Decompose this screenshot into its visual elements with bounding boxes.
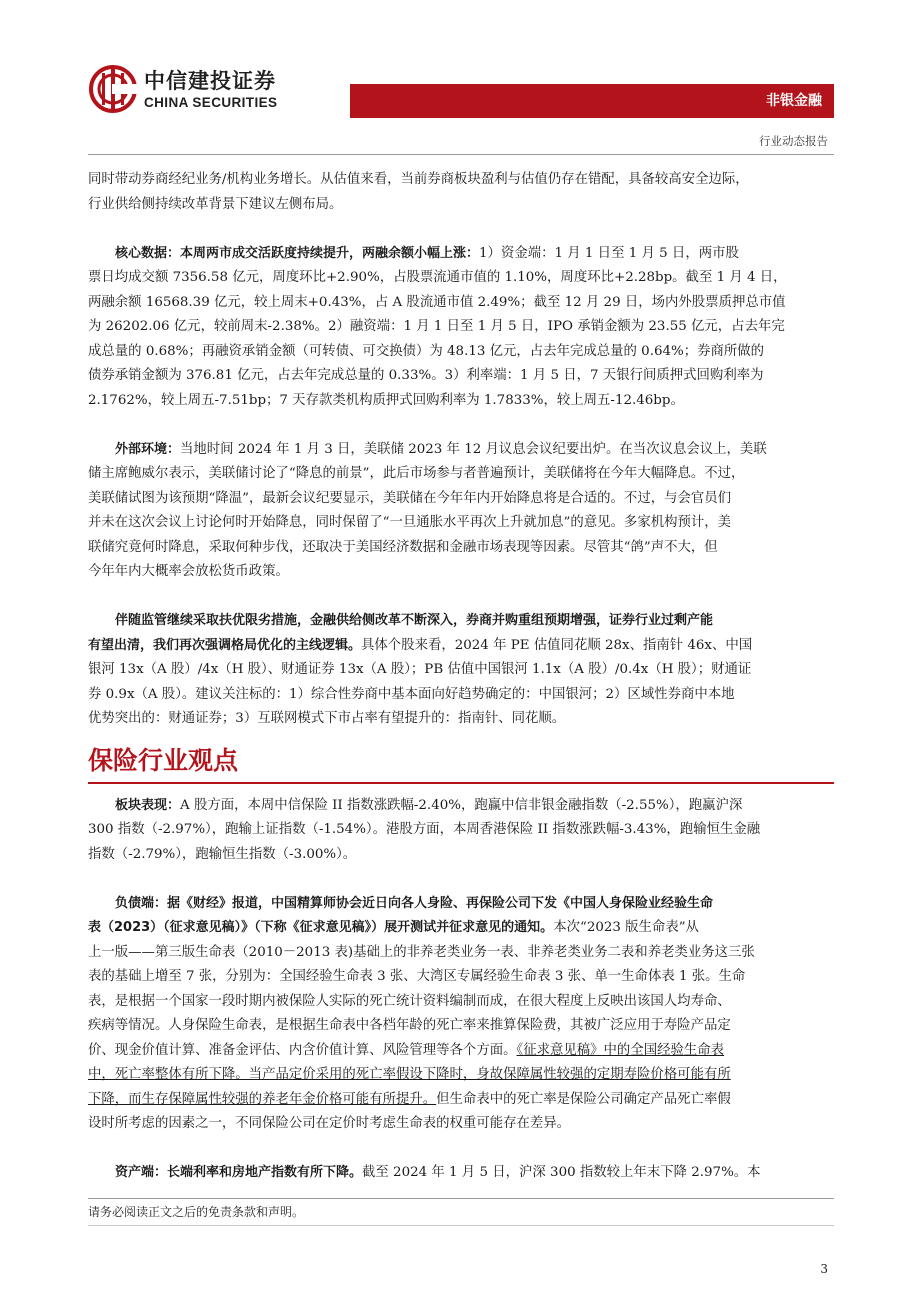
section-divider	[88, 782, 834, 784]
logo-chinese-name: 中信建投证券	[144, 68, 276, 93]
investment-view-heading: 伴随监管继续采取扶优限劣措施，金融供给侧改革不断深入，券商并购重组预期增强，证券行业过剩产能	[115, 613, 714, 628]
paragraph-sector-performance: 板块表现：A 股方面，本周中信保险 II 指数涨跌幅-2.40%，跑赢中信非银金融指数（-2.55%），跑赢沪深 300 指数（-2.97%），跑输上证指数（-1.54%）。港股方面，本周香港保险 II 指数涨跌幅-3.43%，跑输恒生金融 指数（-2.79%），跑输恒生指数（-3.00%）。	[88, 797, 761, 862]
disclaimer-text: 请务必阅读正文之后的免责条款和声明。	[88, 1205, 305, 1219]
paragraph-investment-view: 伴随监管继续采取扶优限劣措施，金融供给侧改革不断深入，券商并购重组预期增强，证券行业过剩产能 有望出清，我们再次强调格局优化的主线逻辑。具体个股来看，2024 年 PE 估值同花顺 28x、指南针 46x、中国 银河 13x（A 股）/4x（H 股）、财通证券 13x（A 股）；PB 估值中国银河 1.1x（A 股）/0.4x（H 股）；财通证 券 0.9x（A 股）。建议关注标的：1）综合性券商中基本面向好趋势确定的：中国银河；2）区域性券商中本地 优势突出的：财通证券；3）互联网模式下市占率有望提升的：指南针、同花顺。	[88, 609, 834, 732]
company-logo	[88, 64, 277, 114]
sector-label: 非银金融	[766, 93, 822, 109]
logo-emblem-icon	[88, 64, 138, 114]
external-environment-heading: 外部环境：	[115, 441, 181, 457]
section-title-insurance: 保险行业观点	[88, 745, 239, 775]
asset-side-heading: 资产端：长端利率和房地产指数有所下降。	[115, 1165, 363, 1180]
footer-divider	[88, 1198, 834, 1199]
underlined-conclusion: 《征求意见稿》中的全国经验生命表	[516, 1042, 725, 1058]
header-divider	[88, 154, 834, 155]
paragraph-brokerage-valuation: 同时带动券商经纪业务/机构业务增长。从估值来看，当前券商板块盈利与估值仍存在错配，具备较高安全边际， 行业供给侧持续改革背景下建议左侧布局。	[88, 172, 749, 212]
paragraph-external-environment: 外部环境：当地时间 2024 年 1 月 3 日，美联储 2023 年 12 月议息会议纪要出炉。在当次议息会议上，美联 储主席鲍威尔表示，美联储讨论了“降息的前景”，此后市场参与者普遍预计，美联储将在今年大幅降息。不过， 美联储试图为该预期“降温”，最新会议纪要显示，美联储在今年年内开始降息将是合适的。不过，与会官员们 并未在这次会议上讨论何时开始降息，同时保留了“一旦通胀水平再次上升就加息”的意见。多家机构预计，美 联储究竟何时降息，采取何种步伐，还取决于美国经济数据和金融市场表现等因素。尽管其“鸽”声不大，但 今年年内大概率会放松货币政策。	[88, 441, 767, 579]
paragraph-liability-side: 负债端：据《财经》报道，中国精算师协会近日向各人身险、再保险公司下发《中国人身保险业经验生命 表（2023）（征求意见稿）》（下称《征求意见稿》）展开测试并征求意见的通知。本次“2023 版生命表”从 上一版——第三版生命表（2010－2013 表)基础上的非养老类业务一表、非养老类业务二表和养老类业务这三张 表的基础上增至 7 张，分别为：全国经验生命表 3 张、大湾区专属经验生命表 3 张、单一生命体表 1 张。生命 表，是根据一个国家一段时期内被保险人实际的死亡统计资料编制而成，在很大程度上反映出该国人均寿命、 疾病等情况。人身保险生命表，是根据生命表中各档年龄的死亡率来推算保险费，其被广泛应用于寿险产品定 价、现金价值计算、准备金评估、内含价值计算、风险管理等各个方面。《征求意见稿》中的全国经验生命表 中，死亡率整体有所下降。当产品定价采用的死亡率假设下降时，身故保障属性较强的定期寿险价格可能有所 下降，而生存保障属性较强的养老年金价格可能有所提升。但生命表中的死亡率是保险公司确定产品死亡率假 设时所考虑的因素之一，不同保险公司在定价时考虑生命表的权重可能存在差异。	[88, 892, 834, 1137]
liability-side-heading: 负债端：据《财经》报道，中国精算师协会近日向各人身险、再保险公司下发《中国人身保险业经验生命	[115, 895, 714, 911]
sector-banner	[350, 84, 834, 118]
core-data-heading: 核心数据：本周两市成交活跃度持续提升，两融余额小幅上涨：	[115, 245, 480, 261]
paragraph-core-data: 核心数据：本周两市成交活跃度持续提升，两融余额小幅上涨：1）资金端：1 月 1 日至 1 月 5 日，两市股 票日均成交额 7356.58 亿元，周度环比+2.90%，占股票流通市值的 1.10%，周度环比+2.28bp。截至 1 月 4 日， 两融余额 16568.39 亿元，较上周末+0.43%，占 A 股流通市值 2.49%；截至 12 月 29 日，场内外股票质押总市值 为 26202.06 亿元，较前周末-2.38%。2）融资端：1 月 1 日至 1 月 5 日，IPO 承销金额为 23.55 亿元，占去年完 成总量的 0.68%；再融资承销金额（可转债、可交换债）为 48.13 亿元，占去年完成总量的 0.64%；券商所做的 债券承销金额为 376.81 亿元，占去年完成总量的 0.33%。3）利率端：1 月 5 日，7 天银行间质押式回购利率为 2.1762%，较上周五-7.51bp；7 天存款类机构质押式回购利率为 1.7833%，较上周五-12.46bp。	[88, 245, 787, 408]
paragraph-asset-side: 资产端：长端利率和房地产指数有所下降。截至 2024 年 1 月 5 日，沪深 300 指数较上年末下降 2.97%。本	[115, 1165, 761, 1180]
logo-english-name: CHINA SECURITIES	[144, 94, 278, 110]
page-number: 3	[820, 1262, 828, 1276]
report-body	[88, 168, 834, 1186]
footer-divider-lower	[88, 1225, 834, 1226]
report-type: 行业动态报告	[759, 134, 828, 148]
sector-performance-heading: 板块表现：	[115, 797, 181, 813]
